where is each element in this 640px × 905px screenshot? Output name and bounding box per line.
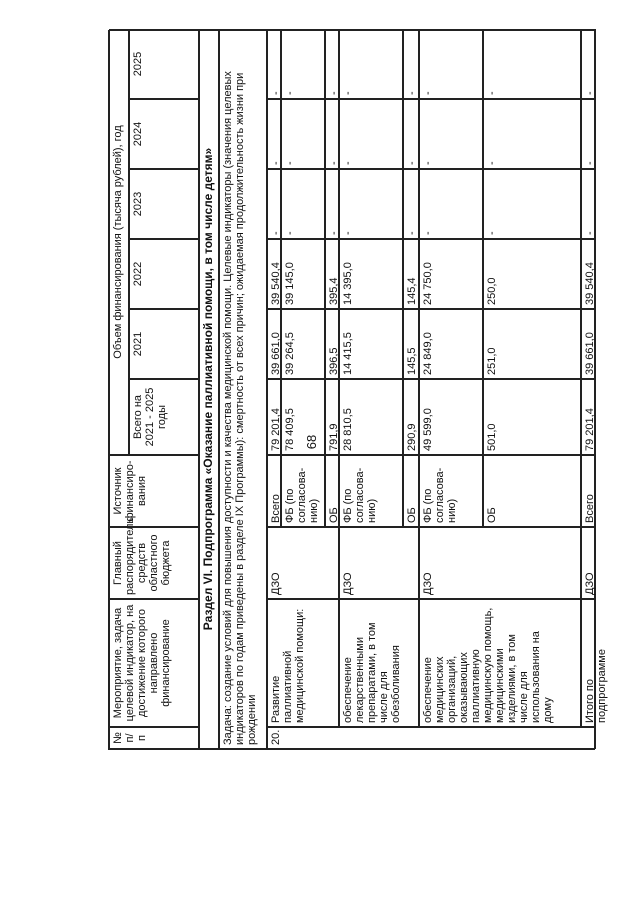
subtotal-2023: - [581,169,596,239]
drugs-ob-2021: 145,5 [403,309,419,379]
header-measure: Мероприятие, задача целевой индикатор, на достижение которого направлено финансирование [109,599,199,727]
row20-fb-total: 78 409,5 [281,379,325,455]
header-num: № п/п [109,727,199,749]
subtotal-admin: ДЗО [581,527,596,599]
row20-src-fb: ФБ (по согласова-нию) [281,455,325,527]
devices-fb-2021: 24 849,0 [419,309,483,379]
row20-ob-2022: 395,4 [325,239,339,309]
header-2022: 2022 [129,239,199,309]
drugs-ob-2022: 145,4 [403,239,419,309]
row20-2024: - [267,99,281,169]
devices-ob-2021: 251,0 [483,309,581,379]
devices-src-ob: ОБ [483,455,581,527]
row20-ob-2021: 396,5 [325,309,339,379]
drugs-fb-2022: 14 395,0 [339,239,403,309]
row20-ob-2023: - [325,169,339,239]
financing-table [108,30,608,750]
drugs-ob-total: 290,9 [403,379,419,455]
drugs-fb-2023: - [339,169,403,239]
task-text: Задача: создание условий для повышения доступности и качества медицинской помощи. Целевые индикаторы (значения целевых индикаторов по годам приведены в разделе IX Программы): смертность от всех причин; ожидаемая продолжительность жизни при рождении [219,29,267,749]
drugs-fb-2025: - [339,29,403,99]
header-2023: 2023 [129,169,199,239]
row20-num: 20. [267,727,596,749]
drugs-src-fb: ФБ (по согласова-нию) [339,455,403,527]
devices-admin: ДЗО [419,527,581,599]
subtotal-2021: 39 661,0 [581,309,596,379]
devices-fb-total: 49 599,0 [419,379,483,455]
header-2025: 2025 [129,29,199,99]
devices-fb-2023: - [419,169,483,239]
page-number: 68 [304,434,319,450]
rotated-table-area [108,30,608,750]
row20-fb-2025: - [281,29,325,99]
subtotal-total: 79 201,4 [581,379,596,455]
header-2021: 2021 [129,309,199,379]
header-2024: 2024 [129,99,199,169]
drugs-measure: обеспечение лекарственными препаратами, в том числе для обезболивания [339,599,419,727]
drugs-fb-2024: - [339,99,403,169]
row20-src-ob: ОБ [325,455,339,527]
row20-2022: 39 540,4 [267,239,281,309]
row20-fb-2024: - [281,99,325,169]
row20-total: 79 201,4 [267,379,281,455]
devices-ob-total: 501,0 [483,379,581,455]
drugs-ob-2025: - [403,29,419,99]
drugs-admin: ДЗО [339,527,419,599]
subtotal-measure: Итого по подпрограмме [581,599,596,727]
devices-src-fb: ФБ (по согласова-нию) [419,455,483,527]
drugs-fb-2021: 14 415,5 [339,309,403,379]
row20-2023: - [267,169,281,239]
devices-ob-2022: 250,0 [483,239,581,309]
row20-2025: - [267,29,281,99]
devices-ob-2025: - [483,29,581,99]
drugs-src-ob: ОБ [403,455,419,527]
devices-fb-2025: - [419,29,483,99]
row20-ob-2025: - [325,29,339,99]
section-title: Раздел VI. Подпрограмма «Оказание паллиативной помощи, в том числе детям» [199,29,219,749]
subtotal-2022: 39 540,4 [581,239,596,309]
row20-fb-2021: 39 264,5 [281,309,325,379]
subtotal-2024: - [581,99,596,169]
row20-ob-2024: - [325,99,339,169]
row20-measure: Развитие паллиативной медицинской помощи: [267,599,339,727]
subtotal-source: Всего [581,455,596,527]
devices-fb-2022: 24 750,0 [419,239,483,309]
drugs-ob-2023: - [403,169,419,239]
row20-src-total: Всего [267,455,281,527]
devices-ob-2023: - [483,169,581,239]
devices-fb-2024: - [419,99,483,169]
drugs-fb-total: 28 810,5 [339,379,403,455]
devices-measure: обеспечение медицинских организаций, оказывающих паллиативную медицинскую помощь, медицинскими изделиями, в том числе для использования на дому [419,599,581,727]
header-source: Источник финансиро-вания [109,455,199,527]
row20-admin: ДЗО [267,527,339,599]
subtotal-2025: - [581,29,596,99]
row20-fb-2023: - [281,169,325,239]
row20-ob-total: 791,9 [325,379,339,455]
header-volume: Объем финансирования (тысяча рублей), год [109,29,129,455]
drugs-ob-2024: - [403,99,419,169]
header-admin: Главный распорядитель средств областного бюджета [109,527,199,599]
header-total: Всего на 2021 - 2025 годы [129,379,199,455]
row20-fb-2022: 39 145,0 [281,239,325,309]
devices-ob-2024: - [483,99,581,169]
row20-2021: 39 661,0 [267,309,281,379]
